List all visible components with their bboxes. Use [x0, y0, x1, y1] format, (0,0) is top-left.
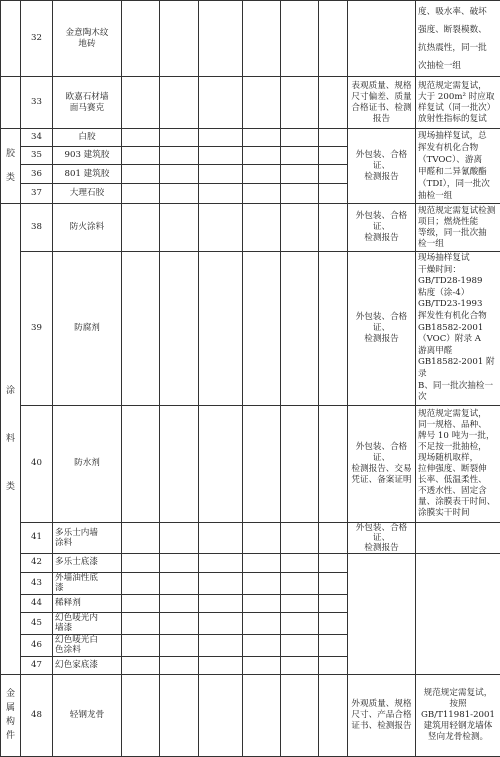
material-name: 欧嘉石材墙 面马赛克	[53, 77, 122, 129]
inspection-docs: 外观质量、规格 尺寸、产品合格 证书、检测报告	[348, 674, 416, 756]
material-name: 大理石胶	[53, 183, 122, 203]
table-row	[1, 522, 500, 553]
row-number: 47	[21, 656, 53, 674]
inspection-docs: 外包装、合格证、 检测报告、交易 凭证、备案证明	[348, 405, 416, 522]
inspection-docs: 外包装、合格证、 检测报告	[348, 522, 416, 553]
inspection-docs: 表观质量、规格 尺寸偏差、质量 合格证书、检测 报告	[348, 77, 416, 129]
inspection-docs: 外包装、合格证、 检测报告	[348, 204, 416, 252]
category-cell-blank	[1, 1, 21, 77]
row-number: 41	[21, 522, 53, 553]
retest-requirement: 规范规定需复试， 同一规格、品种、 牌号 10 吨为一批， 不足按一批抽检， 现场随机取样， 拉伸强度、断裂伸 长率、低温柔性、 不透水性、固定含 量、涂膜表干时间、 涂膜实干时间	[416, 405, 500, 522]
row-number: 40	[21, 405, 53, 522]
retest-requirement: 规范规定需复试检测 项目；燃烧性能 等级，同一批次抽 检一组	[416, 204, 500, 252]
material-name: 幻色唛光内 墙漆	[53, 612, 122, 634]
row-number: 34	[21, 129, 53, 147]
row-number: 32	[21, 1, 53, 77]
retest-requirement	[416, 553, 500, 674]
inspection-docs-blank	[348, 553, 416, 674]
table-row	[1, 129, 500, 147]
row-number: 37	[21, 183, 53, 203]
category-cell-blank	[1, 77, 21, 129]
table-row	[1, 553, 500, 572]
material-name: 幻色家底漆	[53, 656, 122, 674]
row-number: 36	[21, 165, 53, 183]
retest-requirement: 现场抽样复试，总 挥发有机化合物 （TVOC）、游离 甲醛和二异氰酸酯 （TDI），同一批次 抽检一组	[416, 129, 500, 204]
retest-requirement: 规范规定需复试， 按照 GB/T11981-2001 建筑用轻钢龙墙体 竖向龙骨检测。	[416, 674, 500, 756]
material-name: 稀释剂	[53, 594, 122, 612]
material-name: 多乐士底漆	[53, 553, 122, 572]
row-number: 39	[21, 252, 53, 406]
inspection-docs	[348, 1, 416, 77]
row-number: 42	[21, 553, 53, 572]
row-number: 33	[21, 77, 53, 129]
retest-requirement: 度、吸水率、破坏 强度、断裂模数、 抗热震性，同一批 次抽检一组	[416, 1, 500, 77]
material-name: 多乐士内墙 涂料	[53, 522, 122, 553]
row-number: 43	[21, 572, 53, 594]
row-number: 48	[21, 674, 53, 756]
row-number: 45	[21, 612, 53, 634]
material-name: 801 建筑胶	[53, 165, 122, 183]
material-name: 防火涂料	[53, 204, 122, 252]
table-row	[1, 674, 500, 756]
material-name: 903 建筑胶	[53, 147, 122, 165]
material-name: 轻钢龙骨	[53, 674, 122, 756]
inspection-docs: 外包装、合格证、 检测报告	[348, 252, 416, 406]
inspection-docs: 外包装、合格证、 检测报告	[348, 129, 416, 204]
row-number: 46	[21, 634, 53, 656]
material-name: 幻色唛光白 色涂料	[53, 634, 122, 656]
table-row	[1, 405, 500, 522]
material-name: 白胶	[53, 129, 122, 147]
retest-requirement-blank	[416, 522, 500, 553]
material-name: 金意陶木纹 地砖	[53, 1, 122, 77]
table-row	[1, 77, 500, 129]
material-name: 外墙油性底 漆	[53, 572, 122, 594]
category-label-metal: 金 属 构 件	[1, 674, 21, 756]
material-name: 防腐剂	[53, 252, 122, 406]
row-number: 44	[21, 594, 53, 612]
table-row	[1, 252, 500, 406]
category-label-glue: 胶 类	[1, 129, 21, 204]
material-name: 防水剂	[53, 405, 122, 522]
table-row	[1, 204, 500, 252]
row-number: 35	[21, 147, 53, 165]
category-label-coating: 涂 料 类	[1, 204, 21, 675]
retest-requirement: 规范规定需复试， 大于 200m² 时应取 样复试（同一批次） 放射性指标的复试	[416, 77, 500, 129]
row-number: 38	[21, 204, 53, 252]
table-row	[1, 1, 500, 77]
retest-requirement: 现场抽样复试 干燥时间： GB/TD28-1989 粘度（涂-4） GB/TD23-1993 挥发性有机化合物 GB18582-2001 （VOC）附录 A 游离甲醛 GB18582-2001 附录 B、同一批次抽检一 次	[416, 252, 500, 406]
